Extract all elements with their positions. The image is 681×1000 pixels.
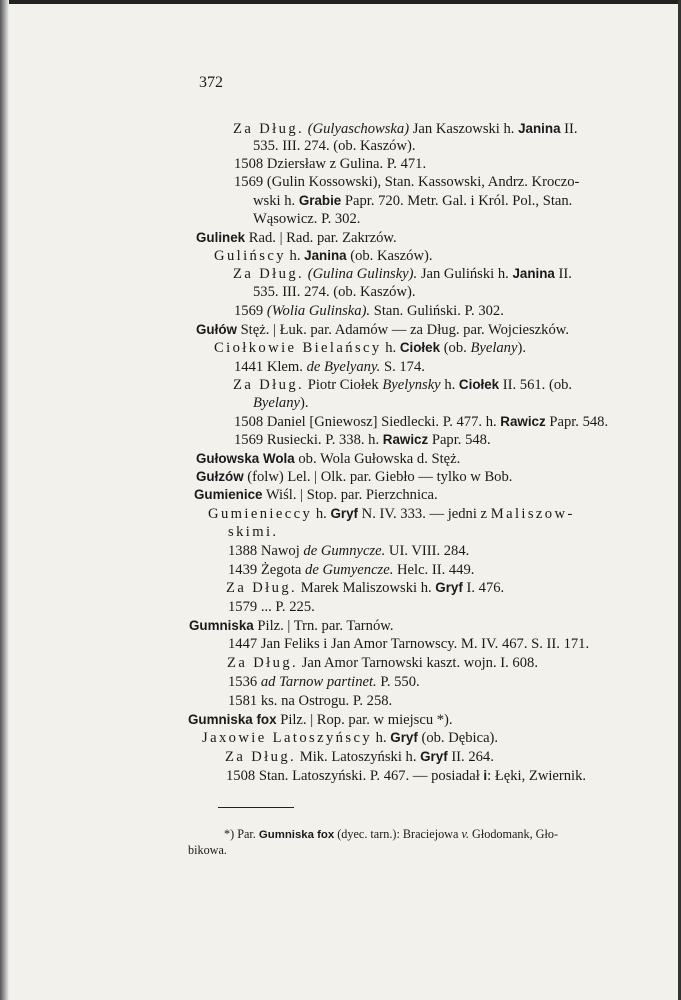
entry-line: 1569 Rusiecki. P. 338. h. Rawicz Papr. 548. bbox=[234, 432, 491, 448]
scan-edge-left bbox=[0, 0, 9, 1000]
entry-line: Byelany). bbox=[253, 395, 309, 411]
entry-line: 1536 ad Tarnow partinet. P. 550. bbox=[228, 674, 420, 690]
entry-line: 1579 ... P. 225. bbox=[228, 599, 315, 615]
entry-line: 1581 ks. na Ostrogu. P. 258. bbox=[228, 693, 393, 709]
headword-line: Gumniska Pilz. | Trn. par. Tarnów. bbox=[189, 618, 394, 634]
entry-line: wski h. Grabie Papr. 720. Metr. Gal. i Król. Pol., Stan. bbox=[253, 193, 573, 209]
entry-line: 535. III. 274. (ob. Kaszów). bbox=[253, 284, 416, 300]
headword-line: Gumniska fox Pilz. | Rop. par. w miejscu *). bbox=[188, 712, 453, 728]
entry-line: 1508 Daniel [Gniewosz] Siedlecki. P. 477. h. Rawicz Papr. 548. bbox=[234, 414, 609, 430]
entry-line: 1508 Dziersław z Gulina. P. 471. bbox=[234, 156, 427, 172]
footnote-line: *) Par. Gumniska fox (dyec. tarn.): Braciejowa v. Głodomank, Gło- bbox=[224, 827, 559, 841]
headword-line: Gumienice Wiśl. | Stop. par. Pierzchnica. bbox=[194, 487, 438, 503]
headword-line: Gulinek Rad. | Rad. par. Zakrzów. bbox=[196, 230, 397, 246]
entry-line: 1569 (Gulin Kossowski), Stan. Kassowski, Andrz. Kroczo- bbox=[234, 174, 580, 190]
entry-line: Za Dług. Piotr Ciołek Byelynsky h. Ciołek II. 561. (ob. bbox=[233, 377, 573, 393]
entry-line: 1508 Stan. Latoszyński. P. 467. — posiadał i: Łęki, Zwiernik. bbox=[226, 768, 587, 784]
entry-line: 1441 Klem. de Byelyany. S. 174. bbox=[234, 359, 425, 375]
entry-line: Za Dług. Marek Maliszowski h. Gryf I. 476. bbox=[226, 580, 505, 596]
headword-line: Gułów Stęż. | Łuk. par. Adamów — za Dług. par. Wojcieszków. bbox=[196, 322, 569, 338]
family-line: Jaxowie Latoszyńscy h. Gryf (ob. Dębica). bbox=[202, 730, 499, 746]
entry-line: Za Dług. (Gulina Gulinsky). Jan Guliński h. Janina II. bbox=[233, 266, 572, 282]
family-line: Ciołkowie Bielańscy h. Ciołek (ob. Byelany). bbox=[214, 340, 526, 356]
footnote-line: bikowa. bbox=[188, 843, 227, 857]
entry-line: Wąsowicz. P. 302. bbox=[253, 211, 361, 227]
entry-line: Za Dług. Mik. Latoszyński h. Gryf II. 264. bbox=[225, 749, 494, 765]
family-line: Gulińscy h. Janina (ob. Kaszów). bbox=[214, 248, 433, 264]
family-line: skimi. bbox=[228, 524, 279, 540]
family-line: Gumienieccy h. Gryf N. IV. 333. — jedni z Maliszow- bbox=[208, 506, 575, 522]
entry-line: 1447 Jan Feliks i Jan Amor Tarnowscy. M. IV. 467. S. II. 171. bbox=[228, 636, 590, 652]
entry-line: 1388 Nawoj de Gumnycze. UI. VIII. 284. bbox=[228, 543, 470, 559]
entry-line: 535. III. 274. (ob. Kaszów). bbox=[253, 138, 416, 154]
entry-line: 1569 (Wolia Gulinska). Stan. Guliński. P. 302. bbox=[234, 303, 504, 319]
headword-line: Gułowska Wola ob. Wola Gułowska d. Stęż. bbox=[196, 451, 461, 467]
footnote-separator bbox=[218, 807, 294, 808]
headword-line: Gułzów (folw) Lel. | Olk. par. Giebło — tylko w Bob. bbox=[196, 469, 513, 485]
entry-line: Za Dług. Jan Amor Tarnowski kaszt. wojn. I. 608. bbox=[227, 655, 538, 671]
entry-line: 1439 Żegota de Gumyencze. Helc. II. 449. bbox=[228, 562, 475, 578]
entry-line: Za Dług. (Gulyaschowska) Jan Kaszowski h. Janina II. bbox=[233, 121, 578, 137]
page-number: 372 bbox=[199, 74, 223, 91]
scan-edge-top bbox=[0, 0, 681, 4]
